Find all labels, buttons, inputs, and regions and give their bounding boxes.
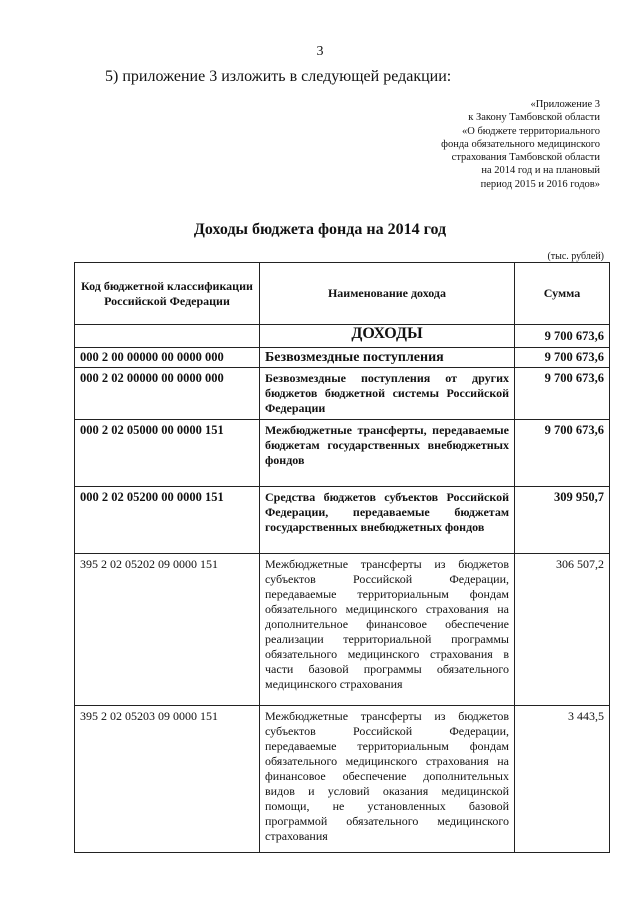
total-amount: 9 700 673,6 bbox=[515, 325, 610, 348]
appendix-note bbox=[340, 98, 600, 191]
document-title: Доходы бюджета фонда на 2014 год bbox=[193, 221, 447, 238]
row-name: Средства бюджетов субъектов Российской Федерации, передаваемые бюджетам государственных внебюджетных фондов bbox=[260, 487, 515, 554]
table-row bbox=[75, 368, 610, 420]
appendix-line: период 2015 и 2016 годов» bbox=[480, 178, 600, 190]
table-header-row bbox=[75, 263, 610, 325]
row-name: Межбюджетные трансферты из бюджетов субъектов Российской Федерации, передаваемые территориальным фондам обязательного медицинского страхования на дополнительное финансовое обеспечение реализации территориальной программы обязательного медицинского страхования в части базовой программы обязательного медицинского страхования bbox=[260, 554, 515, 706]
appendix-line: к Закону Тамбовской области bbox=[468, 112, 600, 124]
total-code bbox=[75, 325, 260, 348]
row-code: 000 2 00 00000 00 0000 000 bbox=[75, 348, 260, 368]
row-code: 000 2 02 05000 00 0000 151 bbox=[75, 420, 260, 487]
header-code: Код бюджетной классификации Российской Федерации bbox=[75, 263, 260, 325]
row-name: Безвозмездные поступления bbox=[260, 348, 515, 368]
row-code: 000 2 02 00000 00 0000 000 bbox=[75, 368, 260, 420]
appendix-line: «О бюджете территориального bbox=[462, 125, 600, 137]
table-row bbox=[75, 706, 610, 853]
row-name: Межбюджетные трансферты, передаваемые бюджетам государственных внебюджетных фондов bbox=[260, 420, 515, 487]
row-code: 000 2 02 05200 00 0000 151 bbox=[75, 487, 260, 554]
total-name: ДОХОДЫ bbox=[260, 325, 515, 348]
row-name: Безвозмездные поступления от других бюджетов бюджетной системы Российской Федерации bbox=[260, 368, 515, 420]
units-label: (тыс. рублей) bbox=[547, 251, 604, 262]
appendix-line: на 2014 год и на плановый bbox=[481, 165, 600, 177]
row-amount: 306 507,2 bbox=[515, 554, 610, 706]
intro-text: 5) приложение 3 изложить в следующей редакции: bbox=[105, 68, 452, 85]
row-amount: 309 950,7 bbox=[515, 487, 610, 554]
row-amount: 9 700 673,6 bbox=[515, 420, 610, 487]
table-row bbox=[75, 554, 610, 706]
appendix-line: страхования Тамбовской области bbox=[451, 152, 600, 164]
table-row bbox=[75, 420, 610, 487]
row-name: Межбюджетные трансферты из бюджетов субъектов Российской Федерации, передаваемые территориальным фондам обязательного медицинского страхования на финансовое обеспечение дополнительных видов и условий оказания медицинской помощи, не установленных базовой программой обязательного медицинского страхования bbox=[260, 706, 515, 853]
row-amount: 9 700 673,6 bbox=[515, 368, 610, 420]
appendix-line: «Приложение 3 bbox=[530, 99, 600, 110]
revenue-table bbox=[74, 262, 610, 853]
row-code: 395 2 02 05202 09 0000 151 bbox=[75, 554, 260, 706]
total-row bbox=[75, 325, 610, 348]
header-name: Наименование дохода bbox=[260, 263, 515, 325]
page-number: 3 bbox=[316, 44, 324, 59]
appendix-line: фонда обязательного медицинского bbox=[441, 138, 600, 150]
table-row bbox=[75, 487, 610, 554]
table-row bbox=[75, 348, 610, 368]
row-amount: 3 443,5 bbox=[515, 706, 610, 853]
row-amount: 9 700 673,6 bbox=[515, 348, 610, 368]
row-code: 395 2 02 05203 09 0000 151 bbox=[75, 706, 260, 853]
header-amount: Сумма bbox=[515, 263, 610, 325]
